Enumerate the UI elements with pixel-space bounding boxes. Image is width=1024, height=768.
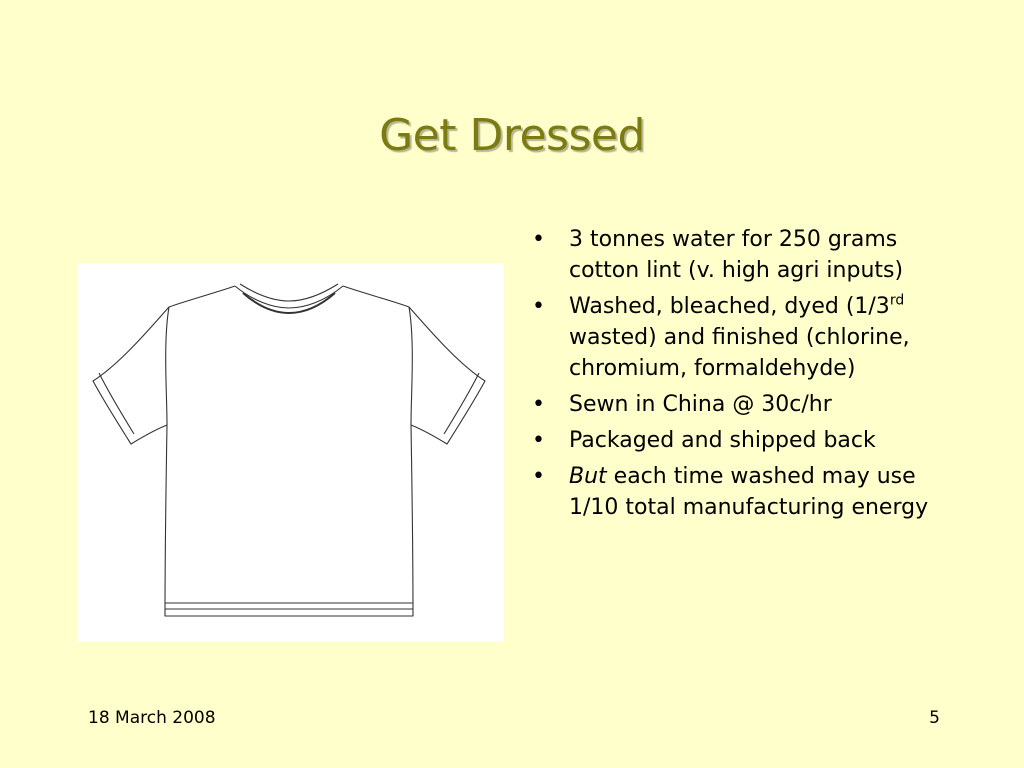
bullet-line: Sewn in China @ 30c/hr (569, 392, 832, 417)
bullet-item (532, 389, 1002, 420)
bullet-line: wasted) and finished (chlorine, (569, 325, 910, 350)
bullet-marker: • (532, 392, 545, 417)
bullet-line: chromium, formaldehyde) (569, 356, 856, 381)
bullet-text-segment: each time washed may use (606, 464, 916, 489)
bullet-marker: • (532, 464, 545, 489)
bullet-line (569, 291, 1002, 322)
bullet-item (532, 425, 1002, 456)
bullet-item (532, 291, 1002, 384)
bullet-line: Packaged and shipped back (569, 428, 876, 453)
bullet-item (532, 224, 1002, 286)
bullet-italic-text: But (569, 464, 607, 489)
slide-title: Get Dressed (379, 110, 645, 161)
bullet-line: cotton lint (v. high agri inputs) (569, 258, 904, 283)
footer-date: 18 March 2008 (88, 708, 216, 728)
bullet-line (569, 461, 1002, 492)
bullet-marker: • (532, 294, 545, 319)
bullet-marker: • (532, 227, 545, 252)
superscript: rd (889, 292, 905, 309)
bullet-list (532, 224, 1002, 528)
t-shirt-image (77, 263, 504, 642)
bullet-line: 1/10 total manufacturing energy (569, 495, 929, 520)
t-shirt-icon (77, 263, 504, 642)
bullet-item (532, 461, 1002, 523)
bullet-line: 3 tonnes water for 250 grams (569, 227, 898, 252)
bullet-text-segment: Washed, bleached, dyed (1/3 (569, 294, 890, 319)
slide-number: 5 (929, 708, 940, 728)
bullet-marker: • (532, 428, 545, 453)
